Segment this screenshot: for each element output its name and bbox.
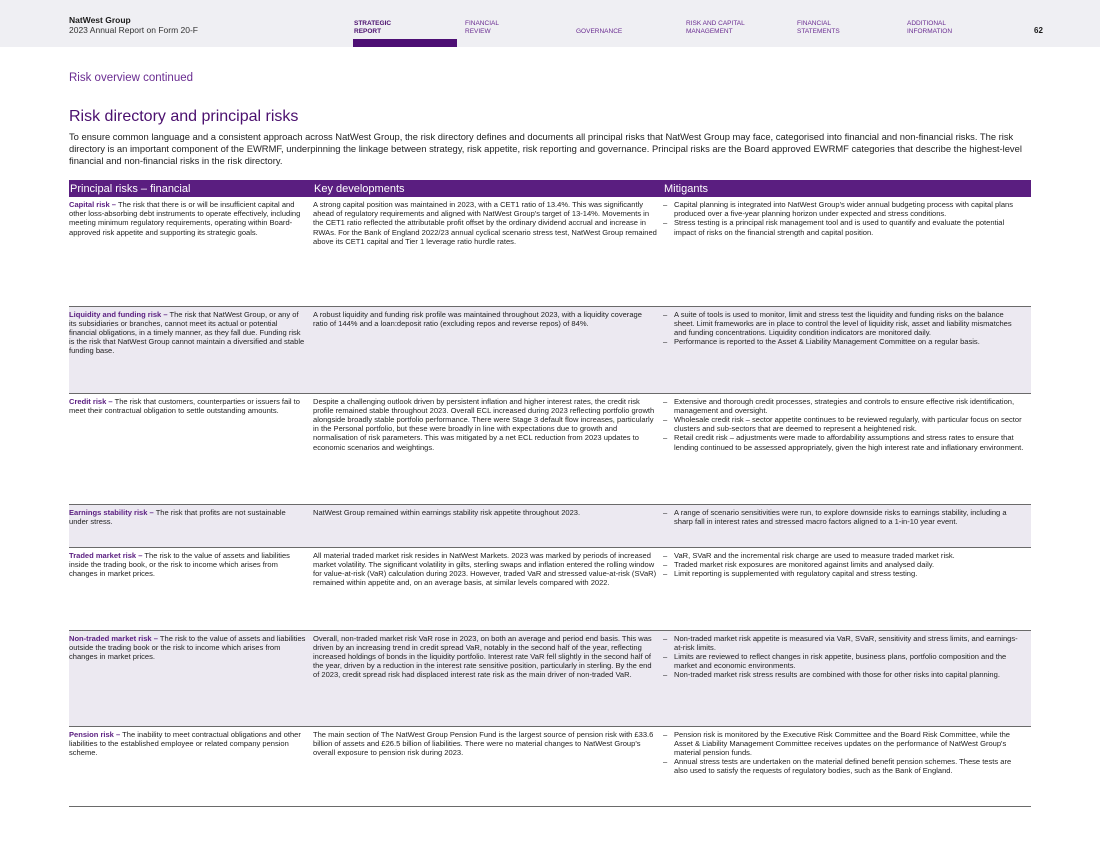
risk-name-cell	[69, 547, 313, 630]
nav-financial-statements[interactable]: FINANCIAL STATEMENTS	[797, 20, 840, 35]
risk-name-cell	[69, 726, 313, 806]
mitigant-item: – A suite of tools is used to monitor, limit and stress test the liquidity and funding risks on the balance sheet. Limit frameworks are in place to control the level of liquidity risk, asset and liability mismatches and funding concentrations. Liquidity condition indicators are monitored daily.	[663, 310, 1025, 338]
mitigants-cell	[663, 547, 1031, 630]
mitigant-item: – Non-traded market risk stress results are combined with those for other risks into capital planning.	[663, 670, 1025, 679]
mitigant-item: – VaR, SVaR and the incremental risk charge are used to measure traded market risk.	[663, 551, 1025, 560]
risk-row-traded-market	[69, 547, 1031, 630]
nav-strategic-report[interactable]: STRATEGIC REPORT	[354, 20, 392, 35]
mitigant-item: – Wholesale credit risk – sector appetite continues to be reviewed regularly, with particular focus on sector clusters and sub-sectors that are deemed to represent a heightened risk.	[663, 415, 1025, 433]
nav-financial-review[interactable]: FINANCIAL REVIEW	[465, 20, 499, 35]
mitigant-item: – Stress testing is a principal risk management tool and is used to quantify and evaluate the potential impact of risks on the financial strength and capital position.	[663, 218, 1025, 236]
key-developments-cell: The main section of The NatWest Group Pension Fund is the largest source of pension risk with £33.6 billion of assets and £26.5 billion of liabilities. There were no material changes to NatWest Group's overall exposure to pension risk during 2023.	[313, 726, 663, 806]
mitigant-item: – Extensive and thorough credit processes, strategies and controls to ensure effective risk identification, management and oversight.	[663, 397, 1025, 415]
column-header-mitigants: Mitigants	[663, 180, 1031, 197]
column-header-key-developments: Key developments	[313, 180, 663, 197]
risk-row-liquidity-funding	[69, 306, 1031, 393]
risk-name: Liquidity and funding risk –	[69, 309, 168, 319]
mitigants-cell	[663, 726, 1031, 806]
mitigant-item: – Non-traded market risk appetite is measured via VaR, SVaR, sensitivity and stress limits, and earnings-at-risk limits.	[663, 634, 1025, 652]
section-label: Risk overview continued	[69, 72, 194, 84]
mitigant-item: – Pension risk is monitored by the Executive Risk Committee and the Board Risk Committee, while the Asset & Liability Management Committee receives updates on the performance of NatWest Group's material pension funds.	[663, 730, 1025, 758]
risk-name: Earnings stability risk –	[69, 507, 154, 517]
risk-description: The risk that customers, counterparties or issuers fail to meet their contractual obligation to settle outstanding amounts.	[69, 396, 300, 415]
mitigant-item: – Retail credit risk – adjustments were made to affordability assumptions and stress rates to ensure that lending continued to be assessed appropriately, given the high interest rate and inflationary environment.	[663, 433, 1025, 451]
risk-name-cell	[69, 197, 313, 306]
risk-description: The risk that NatWest Group, or any of its subsidiaries or branches, cannot meet its actual or potential financial obligations, in a timely manner, as they fall due. Funding risk is the risk that NatWest Group cannot maintain a diversified and stable funding base.	[69, 309, 305, 356]
risk-name: Traded market risk –	[69, 550, 143, 560]
risk-description: The risk that profits are not sustainable under stress.	[69, 507, 286, 526]
principal-risks-table	[69, 180, 1031, 807]
nav-risk-and-capital-management[interactable]: RISK AND CAPITAL MANAGEMENT	[686, 20, 745, 35]
risk-name: Non-traded market risk –	[69, 633, 158, 643]
key-developments-cell: All material traded market risk resides in NatWest Markets. 2023 was marked by periods of increased market volatility. The significant volatility in gilts, sterling swaps and inflation entered the rolling window for value-at-risk (VaR) calculation during 2023. However, traded VaR and stressed value-at-risk (SVaR) remained within appetite and, on an average basis, at similar levels compared with 2022.	[313, 547, 663, 630]
mitigant-item: – Annual stress tests are undertaken on the material defined benefit pension schemes. These tests are also used to satisfy the requests of regulatory bodies, such as the Bank of England.	[663, 757, 1025, 775]
mitigants-cell	[663, 197, 1031, 306]
mitigant-item: – Limit reporting is supplemented with regulatory capital and stress testing.	[663, 569, 1025, 578]
risk-row-capital	[69, 197, 1031, 306]
risk-name: Pension risk –	[69, 729, 121, 739]
risk-description: The risk to the value of assets and liabilities outside the trading book or the risk to income which arises from changes in market prices.	[69, 633, 306, 661]
report-header	[0, 0, 1100, 47]
intro-paragraph: To ensure common language and a consistent approach across NatWest Group, the risk directory defines and documents all principal risks that NatWest Group may face, categorised into financial and non-financial risks. The risk directory is an important component of the EWRMF, underpinning the linkage between strategy, risk appetite, risk reporting and governance. Principal risks are the Board approved EWRMF categories that describe the highest-level financial and non-financial risks in the risk directory.	[69, 131, 1022, 166]
risk-name-cell	[69, 393, 313, 504]
mitigants-cell	[663, 306, 1031, 393]
report-title: 2023 Annual Report on Form 20-F	[69, 25, 198, 35]
mitigant-item: – Traded market risk exposures are monitored against limits and analysed daily.	[663, 560, 1025, 569]
page-title: Risk directory and principal risks	[69, 108, 299, 125]
key-developments-cell: A robust liquidity and funding risk profile was maintained throughout 2023, with a liquidity coverage ratio of 144% and a loan:deposit ratio (excluding repos and reverse repos) of 84%.	[313, 306, 663, 393]
risk-description: The inability to meet contractual obligations and other liabilities to the established employee or related company pension scheme.	[69, 729, 301, 757]
mitigant-item: – Limits are reviewed to reflect changes in risk appetite, business plans, portfolio composition and the market and economic environments.	[663, 652, 1025, 670]
risk-name: Credit risk –	[69, 396, 113, 406]
risk-name-cell	[69, 306, 313, 393]
key-developments-cell: Overall, non-traded market risk VaR rose in 2023, on both an average and period end basis. This was driven by an increasing trend in credit spread VaR, notably in the second half of the year, reflecting increased holdings of bonds in the liquidity portfolio. Interest rate VaR fell slightly in the second half of the year, driven by a reduction in the interest rate sensitive position, particularly in sterling. By the end of 2023, credit spread risk had displaced interest rate risk as the main driver of non-traded VaR.	[313, 630, 663, 726]
key-developments-cell: Despite a challenging outlook driven by persistent inflation and higher interest rates, the credit risk profile remained stable throughout 2023. Overall ECL increased during 2023 reflecting portfolio growth alongside broadly stable portfolio performance. There were Stage 3 default flow increases, particularly in the Personal portfolio, but these were broadly in line with expectations due to growth and normalisation of risk parameters. This was mitigated by a net ECL reduction from 2023 updates to economic scenarios and weightings.	[313, 393, 663, 504]
page-number: 62	[1034, 26, 1043, 35]
table-header-row	[69, 180, 1031, 197]
risk-row-earnings-stability	[69, 504, 1031, 547]
risk-name-cell	[69, 630, 313, 726]
risk-row-pension	[69, 726, 1031, 806]
risk-name-cell	[69, 504, 313, 547]
mitigants-cell	[663, 630, 1031, 726]
nav-governance[interactable]: GOVERNANCE	[576, 28, 623, 35]
risk-description: The risk to the value of assets and liabilities inside the trading book, or the risk to income which arises from changes in market prices.	[69, 550, 290, 578]
key-developments-cell: A strong capital position was maintained in 2023, with a CET1 ratio of 13.4%. This was significantly ahead of regulatory requirements and aligned with NatWest Group's target of 13-14%. Movements in the CET1 ratio reflected the attributable profit offset by the ordinary dividend accrual and increase in RWAs. For the Bank of England 2022/23 annual cyclical scenario stress test, NatWest Group remained above its CET1 capital and Tier 1 leverage ratio hurdle rates.	[313, 197, 663, 306]
risk-row-credit	[69, 393, 1031, 504]
mitigant-item: – Capital planning is integrated into NatWest Group's wider annual budgeting process with capital plans produced over a five-year planning horizon under expected and stress conditions.	[663, 200, 1025, 218]
risk-row-non-traded-market	[69, 630, 1031, 726]
key-developments-cell: NatWest Group remained within earnings stability risk appetite throughout 2023.	[313, 504, 663, 547]
mitigant-item: – Performance is reported to the Asset & Liability Management Committee on a regular basis.	[663, 337, 1025, 346]
column-header-principal-risks: Principal risks – financial	[69, 180, 313, 197]
nav-additional-information[interactable]: ADDITIONAL INFORMATION	[907, 20, 953, 35]
mitigants-cell	[663, 393, 1031, 504]
mitigants-cell	[663, 504, 1031, 547]
risk-description: The risk that there is or will be insufficient capital and other loss-absorbing debt instruments to operate effectively, including meeting minimum regulatory requirements, operating within Board-approved risk appetite and supporting its strategic goals.	[69, 200, 301, 237]
mitigant-item: – A range of scenario sensitivities were run, to explore downside risks to earnings stability, including a sharp fall in interest rates and stressed macro factors aligned to a 1-in-10 year event.	[663, 508, 1025, 526]
risk-name: Capital risk –	[69, 200, 116, 209]
company-name: NatWest Group	[69, 15, 131, 25]
active-nav-indicator	[353, 39, 457, 47]
